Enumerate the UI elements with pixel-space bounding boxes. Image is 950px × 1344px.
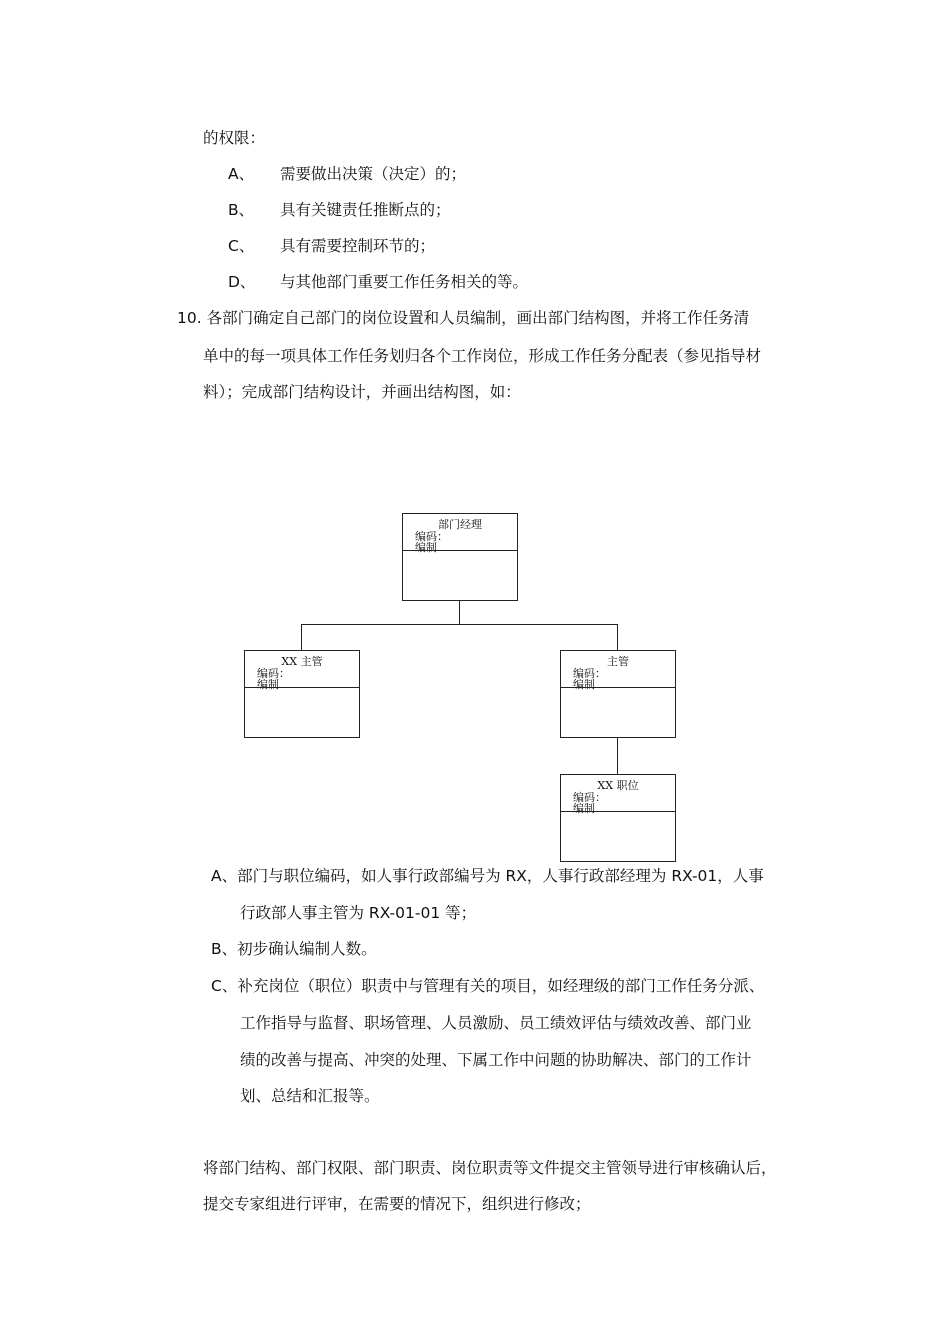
org-box-divider: [403, 550, 517, 551]
connector-horizontal: [301, 624, 618, 625]
org-box-staff-label: 编制: [573, 802, 595, 815]
criteria-marker-a: A、: [228, 165, 255, 183]
criteria-text-b: 具有关键责任推断点的；: [280, 201, 451, 219]
org-box-title: XX 职位: [597, 779, 639, 792]
criteria-marker-b: B、: [228, 201, 255, 219]
closing-line-2: 提交专家组进行评审，在需要的情况下，组织进行修改；: [203, 1195, 591, 1213]
note-b-line-1: B、初步确认编制人数。: [211, 940, 377, 958]
org-box-staff-label: 编制: [257, 678, 279, 691]
note-a-line-1: A、部门与职位编码，如人事行政部编号为 RX，人事行政部经理为 RX-01，人事: [211, 867, 764, 885]
criteria-text-d: 与其他部门重要工作任务相关的等。: [280, 273, 529, 291]
intro-line: 的权限：: [203, 129, 266, 147]
item-10-line-1: 10. 各部门确定自己部门的岗位设置和人员编制，画出部门结构图，并将工作任务清: [177, 309, 750, 327]
org-box-title: XX 主管: [281, 655, 323, 668]
criteria-text-c: 具有需要控制环节的；: [280, 237, 436, 255]
org-box-title: 部门经理: [438, 518, 482, 531]
org-box-code-label: 编码：: [257, 667, 290, 680]
item-10-line-3: 料）；完成部门结构设计，并画出结构图，如：: [203, 383, 521, 401]
org-box-staff-label: 编制: [573, 678, 595, 691]
org-box-code-label: 编码：: [573, 791, 606, 804]
note-c-line-1: C、补充岗位（职位）职责中与管理有关的项目，如经理级的部门工作任务分派、: [211, 977, 765, 995]
org-box-xx-position: [560, 774, 676, 862]
connector-right-child: [617, 737, 618, 775]
connector-right-down: [617, 624, 618, 651]
note-a-line-2: 行政部人事主管为 RX-01-01 等；: [240, 904, 477, 922]
org-box-code-label: 编码：: [573, 667, 606, 680]
note-c-line-3: 绩的改善与提高、冲突的处理、下属工作中问题的协助解决、部门的工作计: [240, 1051, 752, 1069]
criteria-marker-d: D、: [228, 273, 256, 291]
org-box-staff-label: 编制: [415, 541, 437, 554]
org-box-code-label: 编码：: [415, 530, 448, 543]
connector-root-down: [459, 600, 460, 625]
org-box-supervisor: [560, 650, 676, 738]
org-box-divider: [561, 811, 675, 812]
org-box-xx-supervisor: [244, 650, 360, 738]
criteria-marker-c: C、: [228, 237, 255, 255]
org-box-department-manager: [402, 513, 518, 601]
connector-left-down: [301, 624, 302, 651]
closing-line-1: 将部门结构、部门权限、部门职责、岗位职责等文件提交主管领导进行审核确认后，: [203, 1159, 777, 1177]
item-10-line-2: 单中的每一项具体工作任务划归各个工作岗位，形成工作任务分配表（参见指导材: [203, 347, 762, 365]
note-c-line-2: 工作指导与监督、职场管理、人员激励、员工绩效评估与绩效改善、部门业: [240, 1014, 752, 1032]
org-box-title: 主管: [607, 655, 629, 668]
criteria-text-a: 需要做出决策（决定）的；: [280, 165, 467, 183]
org-box-divider: [561, 687, 675, 688]
org-box-divider: [245, 687, 359, 688]
note-c-line-4: 划、总结和汇报等。: [240, 1087, 380, 1105]
